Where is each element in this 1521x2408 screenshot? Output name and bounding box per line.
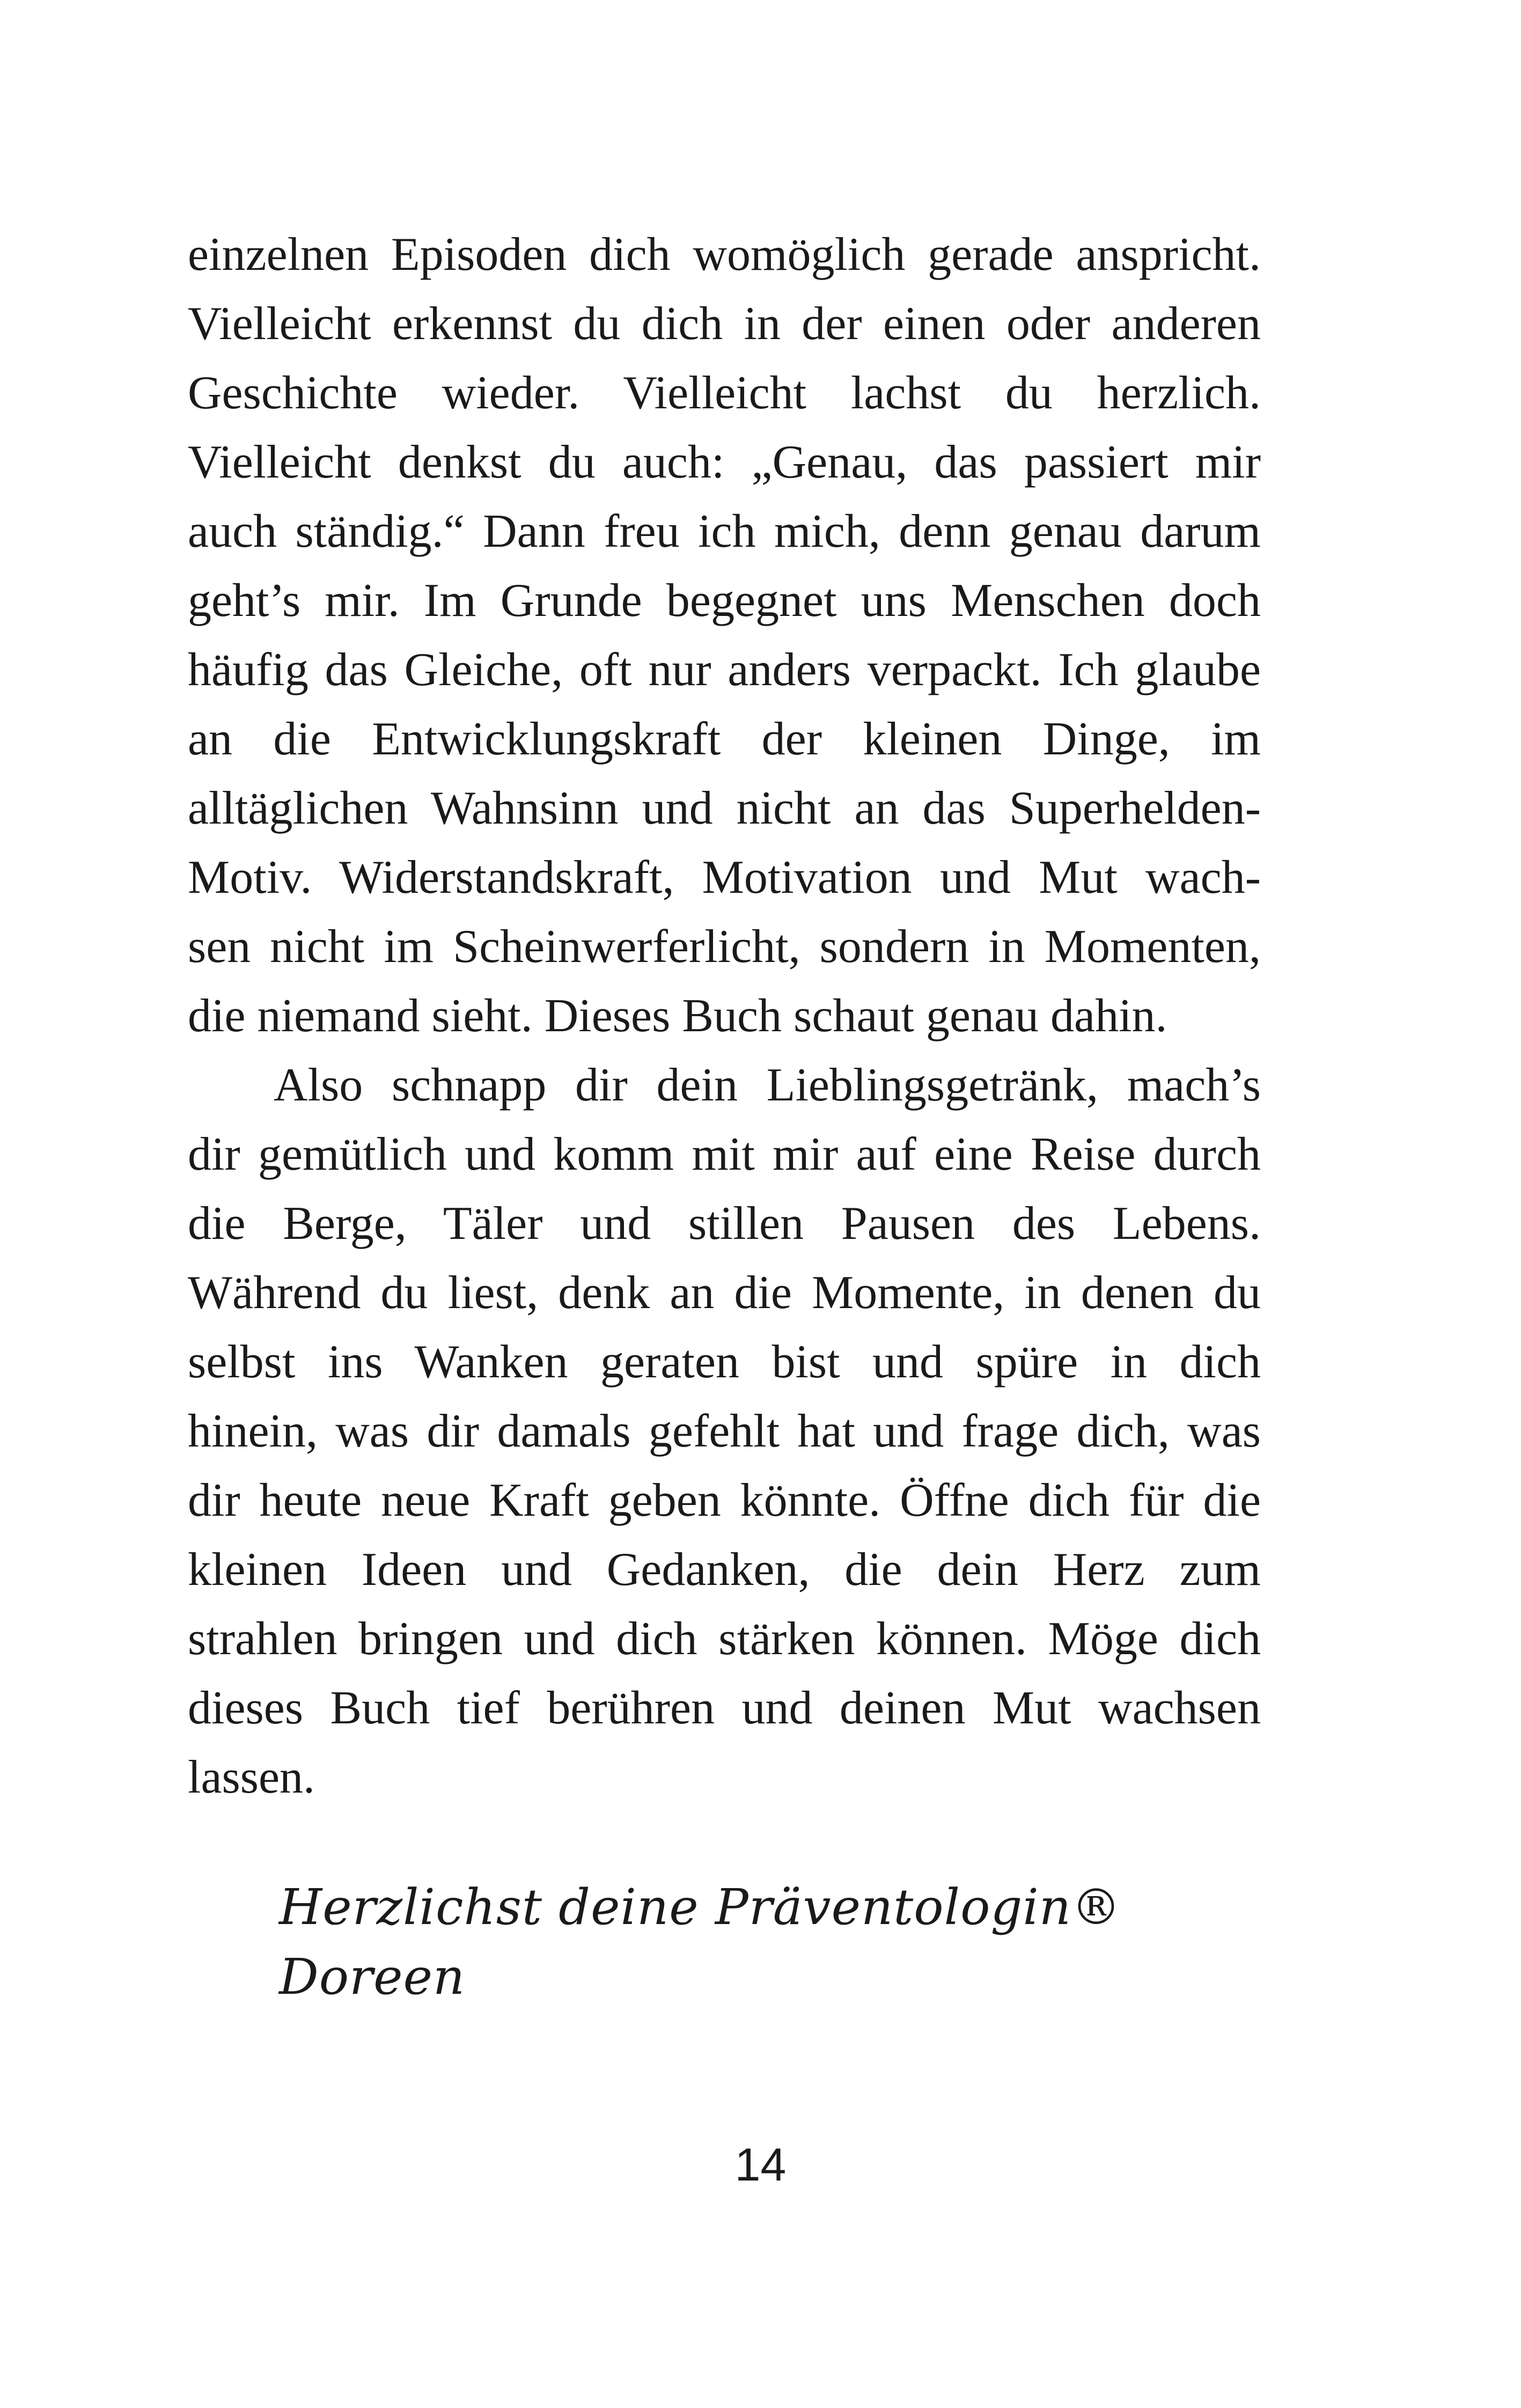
text-line: einzelnen Episoden dich womöglich gerade anspricht.: [188, 229, 1261, 281]
text-line: Motiv. Widerstandskraft, Motivation und Mut wach-: [188, 851, 1261, 904]
text-line: die niemand sieht. Dieses Buch schaut genau dahin.: [188, 990, 1167, 1042]
text-line: lassen.: [188, 1751, 315, 1803]
text-line: Also schnapp dir dein Lieblingsgetränk, mach’s: [274, 1059, 1261, 1111]
text-line: Geschichte wieder. Vielleicht lachst du herzlich.: [188, 367, 1261, 419]
text-line: sen nicht im Scheinwerferlicht, sondern in Momenten,: [188, 921, 1261, 973]
text-line: Vielleicht erkennst du dich in der einen oder anderen: [188, 298, 1261, 350]
text-line: hinein, was dir damals gefehlt hat und frage dich, was: [188, 1405, 1261, 1457]
text-line: Vielleicht denkst du auch: „Genau, das passiert mir: [188, 436, 1261, 488]
page-number: 14: [734, 2139, 787, 2191]
text-line: selbst ins Wanken geraten bist und spüre in dich: [188, 1336, 1261, 1388]
paragraph-1: [188, 220, 1261, 1051]
text-line: kleinen Ideen und Gedanken, die dein Herz zum: [188, 1544, 1261, 1596]
signature: Herzlichst deine Präventologin® Doreen: [279, 1878, 1122, 2006]
text-line: die Berge, Täler und stillen Pausen des Lebens.: [188, 1198, 1261, 1250]
text-line: an die Entwicklungskraft der kleinen Dinge, im: [188, 713, 1261, 765]
text-line: auch ständig.“ Dann freu ich mich, denn genau darum: [188, 505, 1261, 557]
text-line: strahlen bringen und dich stärken können. Möge dich: [188, 1613, 1261, 1665]
body-text: [188, 220, 1261, 1812]
text-line: dir heute neue Kraft geben könnte. Öffne dich für die: [188, 1474, 1261, 1526]
text-line: alltäglichen Wahnsinn und nicht an das Superhelden-: [188, 782, 1261, 834]
text-line: dir gemütlich und komm mit mir auf eine Reise durch: [188, 1128, 1261, 1180]
text-line: häufig das Gleiche, oft nur anders verpackt. Ich glaube: [188, 644, 1261, 696]
text-line: dieses Buch tief berühren und deinen Mut wachsen: [188, 1682, 1261, 1734]
paragraph-2: [188, 1051, 1261, 1812]
text-line: geht’s mir. Im Grunde begegnet uns Menschen doch: [188, 575, 1261, 627]
text-line: Während du liest, denk an die Momente, in denen du: [188, 1267, 1261, 1319]
